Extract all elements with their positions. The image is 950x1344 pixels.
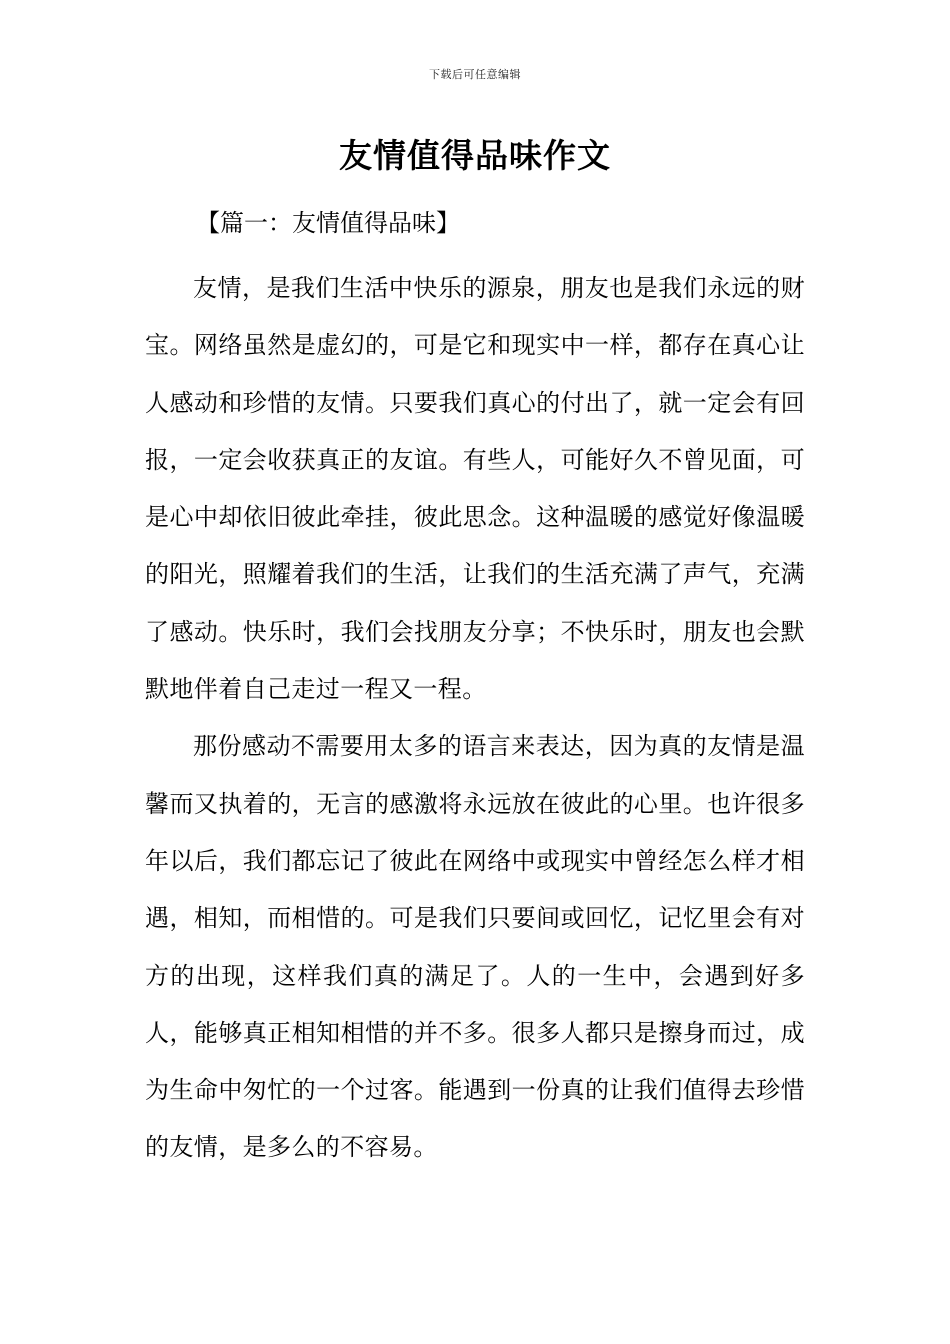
header-note: 下载后可任意编辑 — [429, 68, 521, 81]
document-title: 友情值得品味作文 — [339, 136, 611, 175]
paragraph-2: 那份感动不需要用太多的语言来表达，因为真的友情是温馨而又执着的，无言的感激将永远放在彼此的心里。也许很多年以后，我们都忘记了彼此在网络中或现实中曾经怎么样才相遇，相知，而相惜的。可是我们只要间或回忆，记忆里会有对方的出现，这样我们真的满足了。人的一生中，会遇到好多人，能够真正相知相惜的并不多。很多人都只是擦身而过，成为生命中匆忙的一个过客。能遇到一份真的让我们值得去珍惜的友情，是多么的不容易。 — [145, 732, 805, 1162]
document-body — [145, 260, 805, 1177]
paragraph-1: 友情，是我们生活中快乐的源泉，朋友也是我们永远的财宝。网络虽然是虚幻的，可是它和现实中一样，都存在真心让人感动和珍惜的友情。只要我们真心的付出了，就一定会有回报，一定会收获真正的友谊。有些人，可能好久不曾见面，可是心中却依旧彼此牵挂，彼此思念。这种温暖的感觉好像温暖的阳光，照耀着我们的生活，让我们的生活充满了声气，充满了感动。快乐时，我们会找朋友分享；不快乐时，朋友也会默默地伴着自己走过一程又一程。 — [145, 274, 805, 704]
section-heading: 【篇一：友情值得品味】 — [196, 209, 460, 237]
